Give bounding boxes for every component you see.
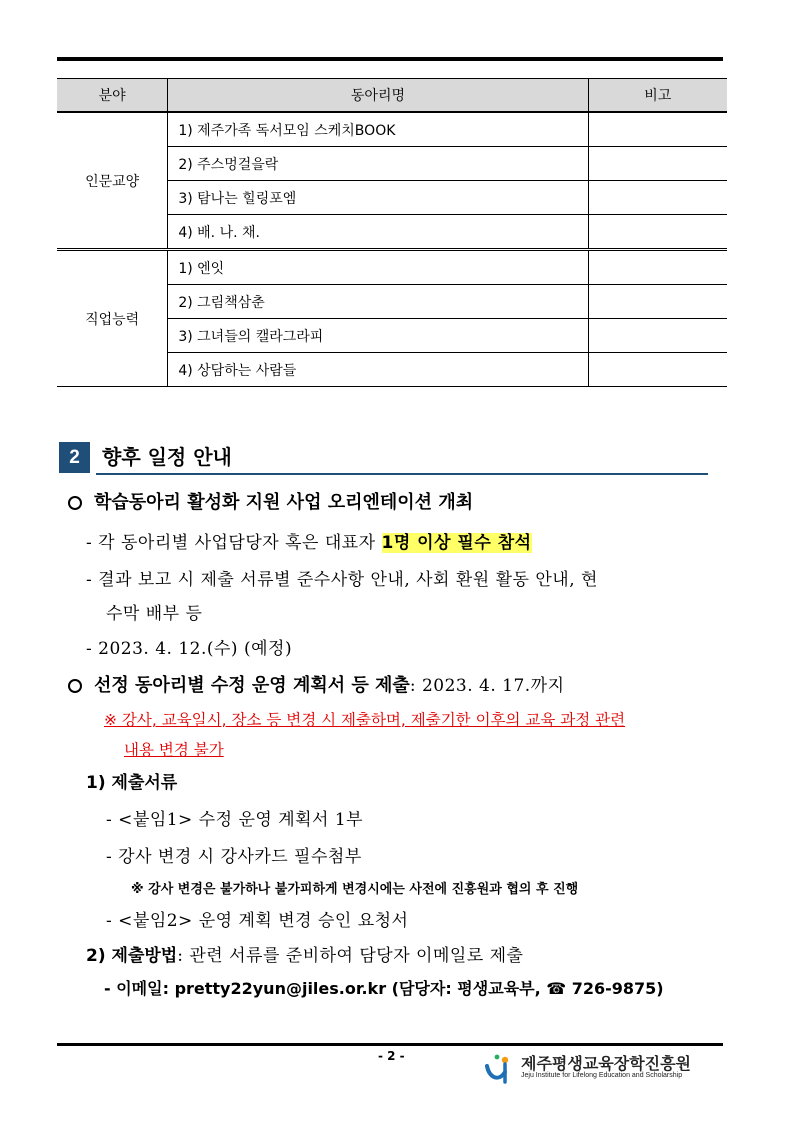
club-name: 3) 탐나는 힐링포엠 bbox=[168, 181, 588, 215]
doc-item-2: - 강사 변경 시 강사카드 필수첨부 bbox=[106, 847, 362, 867]
section-title: 향후 일정 안내 bbox=[102, 445, 232, 469]
orientation-item-3: - 2023. 4. 12.(수) (예정) bbox=[86, 639, 293, 659]
doc-item-3: - <붙임2> 운영 계획 변경 승인 요청서 bbox=[106, 911, 409, 931]
club-name: 1) 엔잇 bbox=[168, 250, 588, 285]
email-line: - 이메일: pretty22yun@jiles.or.kr (담당자: 평생교육부, ☎ 726-9875) bbox=[104, 979, 664, 998]
institute-logo-icon bbox=[483, 1052, 513, 1086]
table-row bbox=[57, 112, 727, 147]
page-number: - 2 - bbox=[378, 1049, 405, 1063]
institute-name-english: Jeju Institute for Lifelong Education and Scholarship bbox=[521, 1072, 683, 1079]
header-note: 비고 bbox=[588, 79, 727, 113]
note-cell bbox=[588, 181, 727, 215]
top-rule bbox=[57, 57, 723, 61]
club-table bbox=[57, 78, 727, 387]
club-name: 2) 주스멍걸을락 bbox=[168, 147, 588, 181]
note-cell bbox=[588, 250, 727, 285]
warning-line-1: ※ 강사, 교육일시, 장소 등 변경 시 제출하며, 제출기한 이후의 교육 과정 관련 bbox=[104, 711, 626, 729]
institute-name-korean: 제주평생교육장학진흥원 bbox=[521, 1054, 692, 1073]
orientation-item-2-line2: 수막 배부 등 bbox=[106, 604, 203, 624]
doc-item-1: - <붙임1> 수정 운영 계획서 1부 bbox=[106, 810, 364, 830]
header-category: 분야 bbox=[57, 79, 168, 113]
required-attendance-highlight: 1명 이상 필수 참석 bbox=[381, 533, 532, 553]
orientation-item-1: - 각 동아리별 사업담당자 혹은 대표자 1명 이상 필수 참석 bbox=[86, 533, 532, 553]
category-cell: 인문교양 bbox=[57, 112, 168, 250]
table-header-row bbox=[57, 79, 727, 113]
table-row bbox=[57, 250, 727, 285]
club-name: 4) 배. 나. 채. bbox=[168, 215, 588, 250]
orientation-item-2-line1: - 결과 보고 시 제출 서류별 준수사항 안내, 사회 환원 활동 안내, 현 bbox=[86, 570, 598, 590]
method-line: 2) 제출방법: 관련 서류를 준비하여 담당자 이메일로 제출 bbox=[86, 946, 524, 966]
note-cell bbox=[588, 319, 727, 353]
circle-bullet-icon bbox=[68, 496, 82, 510]
doc-note: ※ 강사 변경은 불가하나 불가피하게 변경시에는 사전에 진흥원과 협의 후 진행 bbox=[131, 882, 579, 897]
bottom-rule bbox=[57, 1043, 723, 1046]
warning-line-2: 내용 변경 불가 bbox=[124, 741, 224, 759]
club-name: 3) 그녀들의 캘라그라피 bbox=[168, 319, 588, 353]
header-club: 동아리명 bbox=[168, 79, 588, 113]
orientation-heading: 학습동아리 활성화 지원 사업 오리엔테이션 개최 bbox=[68, 488, 473, 514]
submission-heading: 선정 동아리별 수정 운영 계획서 등 제출: 2023. 4. 17.까지 bbox=[68, 671, 565, 697]
section-underline bbox=[96, 473, 708, 475]
note-cell bbox=[588, 285, 727, 319]
club-name: 1) 제주가족 독서모임 스케치BOOK bbox=[168, 112, 588, 147]
note-cell bbox=[588, 112, 727, 147]
circle-bullet-icon bbox=[68, 679, 82, 693]
note-cell bbox=[588, 215, 727, 250]
club-name: 2) 그림책삼춘 bbox=[168, 285, 588, 319]
note-cell bbox=[588, 147, 727, 181]
category-cell: 직업능력 bbox=[57, 250, 168, 387]
club-name: 4) 상담하는 사람들 bbox=[168, 353, 588, 387]
docs-title: 1) 제출서류 bbox=[86, 773, 178, 793]
note-cell bbox=[588, 353, 727, 387]
section-number: 2 bbox=[59, 442, 90, 473]
